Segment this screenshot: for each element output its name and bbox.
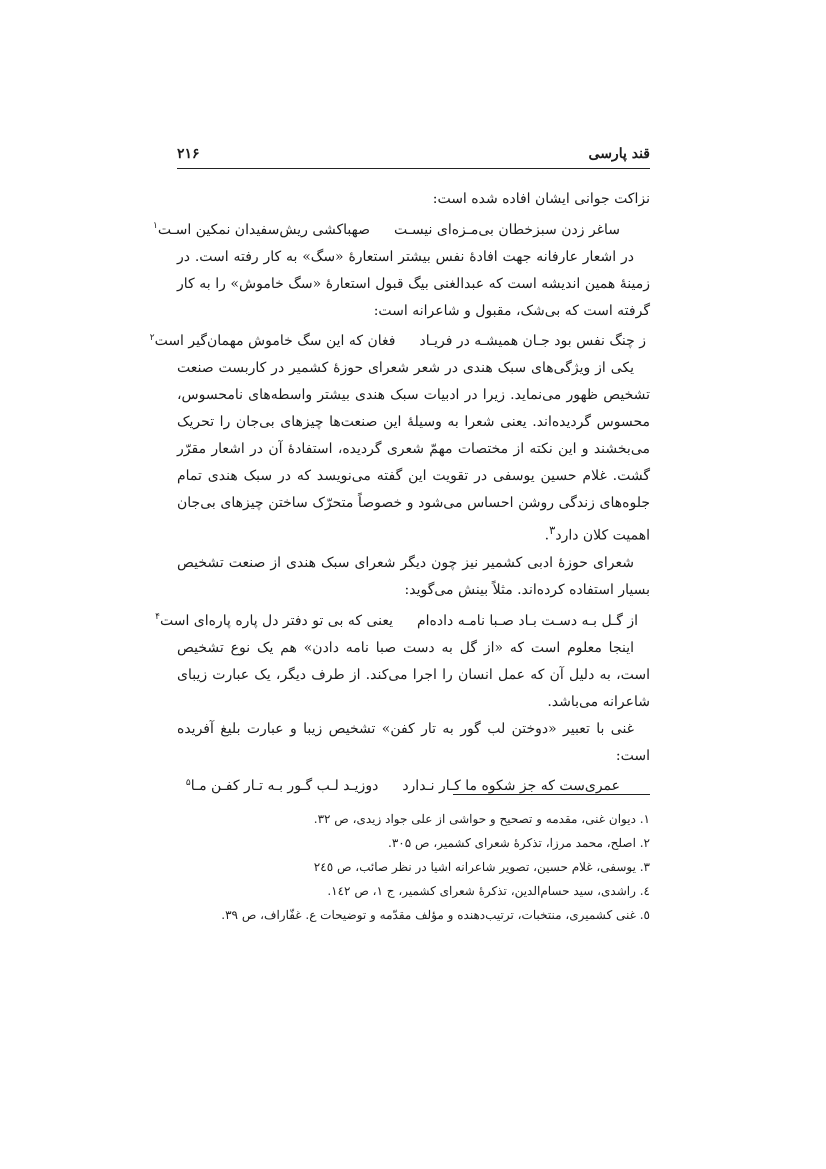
paragraph-1: نزاکت جوانی ایشان افاده شده است: xyxy=(432,191,650,207)
footnote-1: ۱. دیوان غنی، مقدمه و تصحیح و حواشی از علی جواد زیدی، ص ۳۲. xyxy=(313,812,650,826)
footnote-3: ۳. یوسفی، غلام حسین، تصویر شاعرانه اشیا در نظر صائب، ص ۲٤٥ xyxy=(313,860,650,874)
verse-3 xyxy=(155,604,650,635)
verse-1 xyxy=(152,213,650,244)
page-number: ۲۱۶ xyxy=(177,146,200,162)
footnote-ref-4: ۴ xyxy=(155,611,160,622)
verse-3-second-hemistich: یعنی که بی تو دفتر دل پاره پاره‌ای است xyxy=(159,612,393,629)
verse-4-second-hemistich: دوزیـد لـب گـور بـه تـار کفـن مـا xyxy=(190,778,379,795)
paragraph-3: یکی از ویژگی‌های سبک هندی در شعر شعرای حوزهٔ کشمیر در کاربست صنعت تشخیص ظهور می‌نماید. زیرا در ادبیات سبک هندی بیشتر واسطه‌های نامحسوس، محسوس گردیده‌اند. یعنی شعرا به وسیلهٔ این صنعت‌ها چیزهای بی‌جان را تحریک می‌بخشند و این نکته از مختصات مهمّ شعری گردیده، استفادهٔ آن در اشعار مقرّر گشت. غلام حسین یوسفی در تقویت این گفته می‌نویسد که در سبک هندی تمام جلوه‌های زندگی روشن احساس می‌شود و خصوصاً متحرّک ساختن چیزهای بی‌جان اهمیت کلان دارد$^۳$. xyxy=(177,360,650,544)
footnote-ref-5: ۵ xyxy=(185,777,191,788)
verse-2-second-hemistich: فغان که این سگ خاموش مهمان‌گیر است xyxy=(154,333,396,350)
footnotes xyxy=(177,807,650,927)
verse-1-second-hemistich: صهباکشی ریش‌سفیدان نمکین اسـت xyxy=(157,221,370,238)
verse-1-first-hemistich: ساغر زدن سبزخطان بی‌مـزه‌ای نیسـت xyxy=(393,221,620,238)
verse-4 xyxy=(177,770,650,801)
footnote-5: ٥. غنی کشمیری، منتخبات، ترتیب‌دهنده و مؤلف مقدّمه و توضیحات ع. غفّاراف، ص ۳۹. xyxy=(221,908,650,922)
footnote-divider xyxy=(453,794,650,795)
paragraph-6: غنی با تعبیر «دوختن لب گور به تار کفن» تشخیص زیبا و عبارت بلیغ آفریده است: xyxy=(177,720,650,764)
paragraph-5: اینجا معلوم است که «از گل به دست صبا نامه دادن» هم یک نوع تشخیص است، به دلیل آن که عمل انسان را اجرا می‌کند. از طرف دیگر، یک عبارت زیبای شاعرانه می‌باشد. xyxy=(177,639,650,710)
verse-3-first-hemistich: از گـل بـه دسـت بـاد صـبا نامـه داده‌ام xyxy=(417,612,638,629)
footnote-4: ٤. راشدی، سید حسام‌الدین، تذکرهٔ شعرای کشمیر، ج ۱، ص ۱٤۲. xyxy=(327,884,650,898)
verse-2 xyxy=(149,325,650,356)
footnote-2: ۲. اصلح، محمد مرزا، تذکرهٔ شعرای کشمیر، ص ۳۰۵. xyxy=(388,836,650,850)
verse-2-first-hemistich: ز چنگ نفس بود جـان همیشـه در فریـاد xyxy=(419,333,646,350)
running-title: قند پارسی xyxy=(588,146,650,162)
page-header xyxy=(177,146,650,169)
verse-4-first-hemistich: عمری‌ست که جز شکوه ما کـار نـدارد xyxy=(402,778,620,795)
paragraph-2: در اشعار عارفانه جهت افادهٔ نفس بیشتر استعارهٔ «سگ» به کار رفته است. در زمینهٔ همین اندیشه است که عبدالغنی بیگ قبول استعارهٔ «سگ خاموش» را به کار گرفته است که بی‌شک، مقبول و شاعرانه است: xyxy=(177,248,650,319)
paragraph-4: شعرای حوزهٔ ادبی کشمیر نیز چون دیگر شعرای سبک هندی از صنعت تشخیص بسیار استفاده کرده‌اند. مثلاً بینش می‌گوید: xyxy=(177,554,650,598)
main-text xyxy=(149,186,650,800)
footnote-ref-2: ۲ xyxy=(149,332,155,343)
footnote-ref-3: ۳ xyxy=(549,523,556,538)
paragraph-3-text: یکی از ویژگی‌های سبک هندی در شعر شعرای حوزهٔ کشمیر در کاربست صنعت تشخیص ظهور می‌نماید. زیرا در ادبیات سبک هندی بیشتر واسطه‌های نامحسوس، محسوس گردیده‌اند. یعنی شعرا به وسیلهٔ این صنعت‌ها چیزهای بی‌جان را تحریک می‌بخشند و این نکته از مختصات مهمّ شعری گردیده، استفادهٔ آن در اشعار مقرّر گشت. غلام حسین یوسفی در تقویت این گفته می‌نویسد که در سبک هندی تمام جلوه‌های زندگی روشن احساس می‌شود و خصوصاً متحرّک ساختن چیزهای بی‌جان اهمیت کلان دارد xyxy=(177,360,650,544)
footnote-ref-1: ۱ xyxy=(152,221,158,231)
